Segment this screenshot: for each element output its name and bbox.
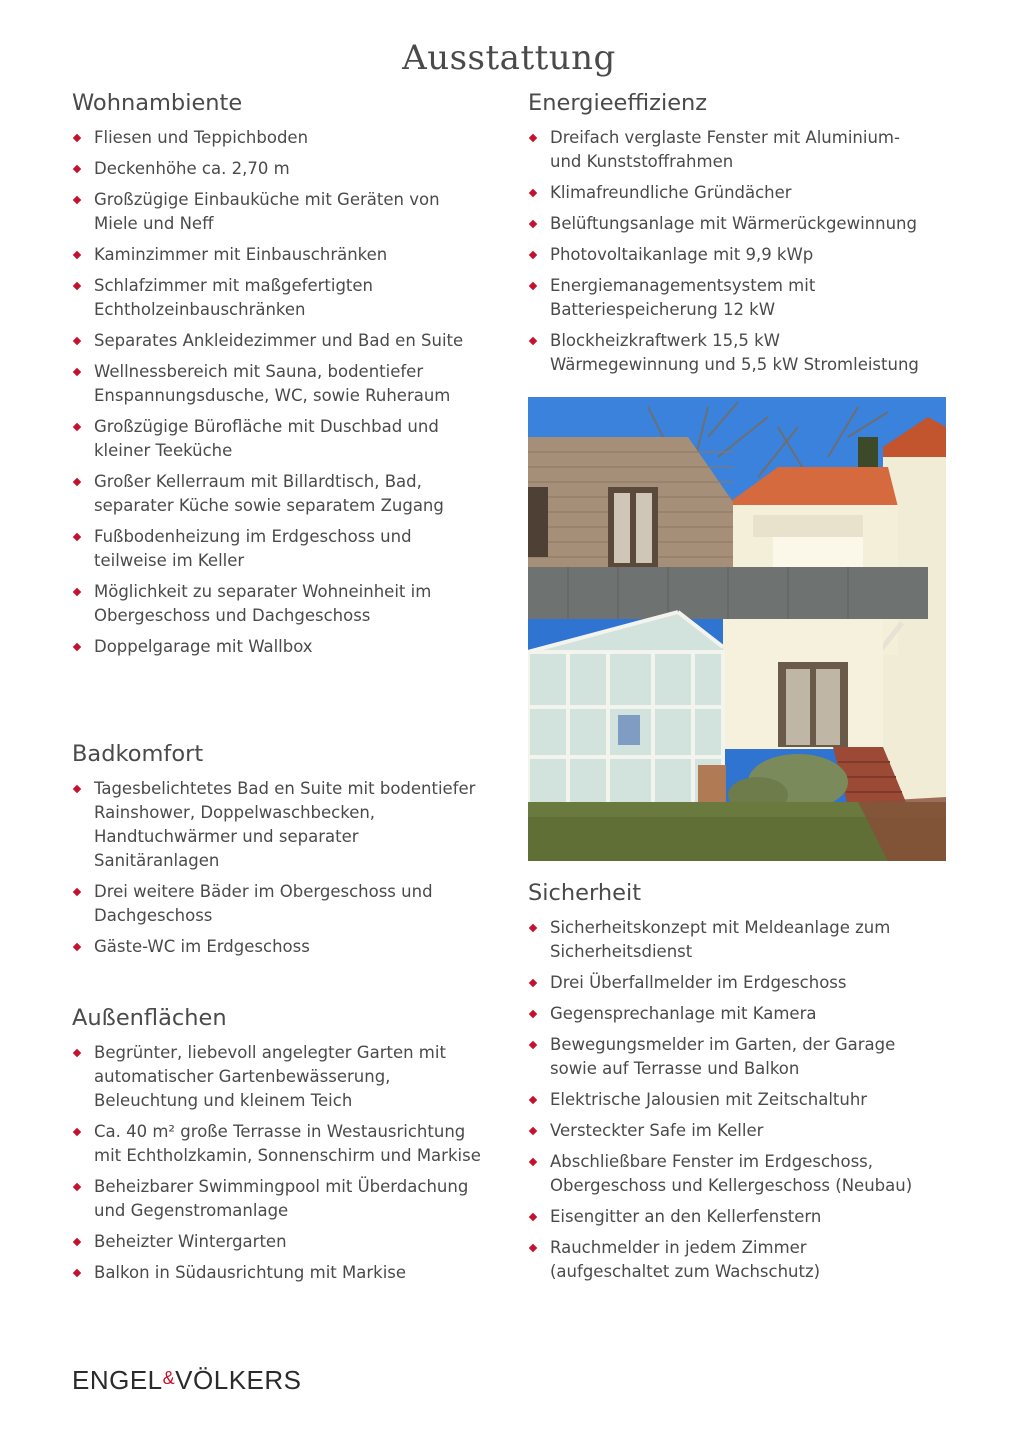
diamond-bullet-icon (73, 368, 81, 376)
list-item (72, 188, 482, 236)
diamond-bullet-icon (73, 251, 81, 259)
list-item-text: Drei weitere Bäder im Obergeschoss und Dachgeschoss (94, 882, 433, 925)
section-heading: Wohnambiente (72, 90, 243, 116)
list-item-text: Versteckter Safe im Keller (550, 1121, 764, 1140)
diamond-bullet-icon (73, 196, 81, 204)
diamond-bullet-icon (73, 1238, 81, 1246)
list-item-text: Schlafzimmer mit maßgefertigten Echtholzeinbauschränken (94, 276, 374, 319)
diamond-bullet-icon (73, 165, 81, 173)
list-item (528, 1150, 928, 1198)
list-item (72, 329, 482, 353)
list-item-text: Belüftungsanlage mit Wärmerückgewinnung (550, 214, 917, 233)
list-item-text: Großzügige Einbauküche mit Geräten von Miele und Neff (94, 190, 440, 233)
list-item (72, 580, 482, 628)
diamond-bullet-icon (529, 282, 537, 290)
diamond-bullet-icon (73, 533, 81, 541)
list-item (72, 1041, 482, 1113)
list-item-text: Kaminzimmer mit Einbauschränken (94, 245, 388, 264)
list-item (72, 1261, 482, 1285)
diamond-bullet-icon (73, 588, 81, 596)
section-wohnambiente (72, 90, 482, 666)
diamond-bullet-icon (73, 1128, 81, 1136)
diamond-bullet-icon (73, 423, 81, 431)
logo-text-part2: VÖLKERS (175, 1365, 302, 1395)
list-item (528, 1119, 928, 1143)
diamond-bullet-icon (529, 337, 537, 345)
diamond-bullet-icon (73, 478, 81, 486)
feature-list (528, 916, 928, 1284)
diamond-bullet-icon (529, 1213, 537, 1221)
diamond-bullet-icon (73, 785, 81, 793)
diamond-bullet-icon (529, 1158, 537, 1166)
list-item (72, 635, 482, 659)
diamond-bullet-icon (73, 1269, 81, 1277)
diamond-bullet-icon (73, 888, 81, 896)
list-item (72, 525, 482, 573)
list-item (528, 1002, 928, 1026)
section-sicherheit (528, 880, 928, 1291)
list-item (528, 274, 928, 322)
list-item-text: Abschließbare Fenster im Erdgeschoss, Obergeschoss und Kellergeschoss (Neubau) (550, 1152, 913, 1195)
list-item (72, 777, 482, 873)
diamond-bullet-icon (73, 943, 81, 951)
section-heading: Energieeffizienz (528, 90, 708, 116)
list-item-text: Möglichkeit zu separater Wohneinheit im Obergeschoss und Dachgeschoss (94, 582, 432, 625)
list-item-text: Beheizbarer Swimmingpool mit Überdachung und Gegenstromanlage (94, 1177, 469, 1220)
diamond-bullet-icon (529, 220, 537, 228)
list-item (72, 470, 482, 518)
list-item-text: Fliesen und Teppichboden (94, 128, 309, 147)
list-item (72, 415, 482, 463)
feature-list (528, 126, 928, 377)
list-item (72, 1230, 482, 1254)
diamond-bullet-icon (529, 979, 537, 987)
list-item (528, 1236, 928, 1284)
diamond-bullet-icon (529, 1041, 537, 1049)
list-item-text: Ca. 40 m² große Terrasse in Westausrichtung mit Echtholzkamin, Sonnenschirm und Markise (94, 1122, 481, 1165)
list-item (72, 935, 482, 959)
house-photo (528, 397, 946, 861)
section-heading: Badkomfort (72, 741, 204, 767)
list-item-text: Eisengitter an den Kellerfenstern (550, 1207, 822, 1226)
list-item-text: Dreifach verglaste Fenster mit Aluminium- und Kunststoffrahmen (550, 128, 900, 171)
list-item (528, 329, 928, 377)
diamond-bullet-icon (73, 643, 81, 651)
list-item-text: Elektrische Jalousien mit Zeitschaltuhr (550, 1090, 868, 1109)
list-item-text: Energiemanagementsystem mit Batteriespeicherung 12 kW (550, 276, 816, 319)
list-item-text: Gegensprechanlage mit Kamera (550, 1004, 817, 1023)
diamond-bullet-icon (529, 1127, 537, 1135)
list-item (72, 243, 482, 267)
section-heading: Außenflächen (72, 1005, 227, 1031)
list-item-text: Doppelgarage mit Wallbox (94, 637, 313, 656)
list-item-text: Beheizter Wintergarten (94, 1232, 287, 1251)
list-item-text: Sicherheitskonzept mit Meldeanlage zum Sicherheitsdienst (550, 918, 891, 961)
diamond-bullet-icon (73, 1183, 81, 1191)
list-item-text: Blockheizkraftwerk 15,5 kW Wärmegewinnung und 5,5 kW Stromleistung (550, 331, 919, 374)
list-item (72, 1175, 482, 1223)
list-item (528, 181, 928, 205)
section-energieeffizienz (528, 90, 928, 384)
logo-text-part1: ENGEL (72, 1365, 163, 1395)
list-item-text: Bewegungsmelder im Garten, der Garage sowie auf Terrasse und Balkon (550, 1035, 896, 1078)
diamond-bullet-icon (73, 282, 81, 290)
list-item (528, 1088, 928, 1112)
diamond-bullet-icon (529, 251, 537, 259)
list-item (528, 916, 928, 964)
list-item (72, 1120, 482, 1168)
logo-ampersand: & (162, 1368, 176, 1388)
list-item-text: Tagesbelichtetes Bad en Suite mit bodentiefer Rainshower, Doppelwaschbecken, Handtuchwärmer und separater Sanitäranlagen (94, 779, 476, 870)
list-item-text: Gäste-WC im Erdgeschoss (94, 937, 310, 956)
page-title: Ausstattung (402, 38, 616, 78)
list-item (528, 971, 928, 995)
diamond-bullet-icon (73, 1049, 81, 1057)
list-item (528, 1033, 928, 1081)
diamond-bullet-icon (529, 1010, 537, 1018)
section-heading: Sicherheit (528, 880, 642, 906)
list-item-text: Wellnessbereich mit Sauna, bodentiefer Enspannungsdusche, WC, sowie Ruheraum (94, 362, 451, 405)
section-badkomfort (72, 741, 482, 966)
section-aussenflaechen (72, 1005, 482, 1292)
list-item-text: Fußbodenheizung im Erdgeschoss und teilweise im Keller (94, 527, 412, 570)
feature-list (72, 777, 482, 959)
list-item (528, 126, 928, 174)
list-item (528, 243, 928, 267)
list-item-text: Rauchmelder in jedem Zimmer (aufgeschaltet zum Wachschutz) (550, 1238, 821, 1281)
list-item-text: Klimafreundliche Gründächer (550, 183, 792, 202)
feature-list (72, 1041, 482, 1285)
diamond-bullet-icon (529, 1244, 537, 1252)
list-item-text: Großzügige Bürofläche mit Duschbad und kleiner Teeküche (94, 417, 439, 460)
list-item (72, 880, 482, 928)
diamond-bullet-icon (73, 134, 81, 142)
diamond-bullet-icon (73, 337, 81, 345)
feature-list (72, 126, 482, 659)
engel-voelkers-logo (72, 1365, 302, 1396)
list-item-text: Drei Überfallmelder im Erdgeschoss (550, 973, 847, 992)
list-item-text: Großer Kellerraum mit Billardtisch, Bad, separater Küche sowie separatem Zugang (94, 472, 444, 515)
list-item (72, 274, 482, 322)
diamond-bullet-icon (529, 924, 537, 932)
list-item (72, 157, 482, 181)
list-item-text: Deckenhöhe ca. 2,70 m (94, 159, 290, 178)
list-item (72, 126, 482, 150)
list-item-text: Separates Ankleidezimmer und Bad en Suite (94, 331, 464, 350)
list-item (528, 212, 928, 236)
list-item (72, 360, 482, 408)
diamond-bullet-icon (529, 134, 537, 142)
list-item-text: Begrünter, liebevoll angelegter Garten mit automatischer Gartenbewässerung, Beleuchtung und kleinem Teich (94, 1043, 446, 1110)
list-item-text: Photovoltaikanlage mit 9,9 kWp (550, 245, 814, 264)
diamond-bullet-icon (529, 1096, 537, 1104)
list-item (528, 1205, 928, 1229)
diamond-bullet-icon (529, 189, 537, 197)
list-item-text: Balkon in Südausrichtung mit Markise (94, 1263, 407, 1282)
